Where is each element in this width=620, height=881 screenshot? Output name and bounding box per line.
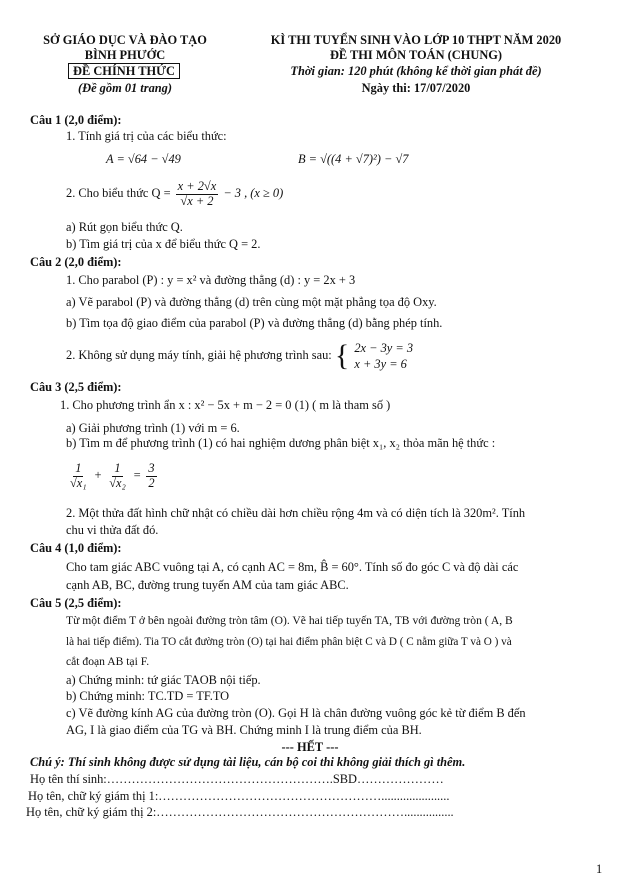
q5-part-c-line1: c) Vẽ đường kính AG của đường tròn (O). Gọi H là chân đường vuông góc kẻ từ điểm B đến xyxy=(66,706,526,720)
official-label: ĐỀ CHÍNH THỨC xyxy=(68,63,180,79)
fraction-2-denominator: √x₂ xyxy=(109,475,126,490)
exam-title: KÌ THI TUYỂN SINH VÀO LỚP 10 THPT NĂM 2020 xyxy=(270,33,562,47)
q4-title: Câu 4 (1,0 điểm): xyxy=(30,541,122,555)
supervisor-1-line: Họ tên, chữ ký giám thị 1:………………………………………………...................... xyxy=(28,789,450,803)
system-brace: { xyxy=(334,339,350,372)
province-name: BÌNH PHƯỚC xyxy=(84,48,166,62)
fraction-three-halves xyxy=(146,462,156,490)
q2-part1-b: b) Tìm tọa độ giao điểm của parabol (P) và đường thẳng (d) bằng phép tính. xyxy=(66,316,443,330)
q5-part-c-line2: AG, I là giao điểm của TG và BH. Chứng minh I là trung điểm của BH. xyxy=(66,723,422,737)
q1-fraction-denominator: √x + 2 xyxy=(180,193,214,208)
plus-sign: + xyxy=(93,467,103,482)
q1-fraction-numerator: x + 2√x xyxy=(177,179,217,193)
q5-part-a: a) Chứng minh: tứ giác TAOB nội tiếp. xyxy=(66,673,261,687)
fraction-2-numerator: 1 xyxy=(114,461,121,475)
q2-part1-a: a) Vẽ parabol (P) và đường thẳng (d) trên cùng một mặt phẳng tọa độ Oxy. xyxy=(66,295,437,309)
q1-part2-text: 2. Cho biểu thức Q = xyxy=(66,185,171,200)
q5-line1: Từ một điểm T ở bên ngoài đường tròn tâm (O). Vẽ hai tiếp tuyến TA, TB với đường tròn ( A, B xyxy=(66,614,513,627)
end-marker: --- HẾT --- xyxy=(281,740,339,754)
q1-part2-b: b) Tìm giá trị của x để biểu thức Q = 2. xyxy=(66,237,261,251)
q2-title: Câu 2 (2,0 điểm): xyxy=(30,255,122,269)
q1-part1: 1. Tính giá trị của các biểu thức: xyxy=(66,129,227,143)
q5-part-b: b) Chứng minh: TC.TD = TF.TO xyxy=(66,689,230,703)
q3-relation xyxy=(66,462,159,490)
fraction-1-numerator: 1 xyxy=(75,461,82,475)
q5-line2: là hai tiếp điểm). Tia TO cắt đường tròn (O) tại hai điểm phân biệt C và D ( C nằm giữa T và O ) và xyxy=(66,636,512,648)
q1-expression-a: A = √64 − √49 xyxy=(106,152,181,166)
q1-title: Câu 1 (2,0 điểm): xyxy=(30,113,122,127)
equation-1: 2x − 3y = 3 xyxy=(354,341,414,355)
fraction-1-over-root-x2 xyxy=(107,462,128,490)
equation-system xyxy=(354,340,413,372)
supervisor-2-line: Họ tên, chữ ký giám thị 2:……………………………………………………................ xyxy=(26,805,454,819)
candidate-note: Chú ý: Thí sinh không được sử dụng tài liệu, cán bộ coi thi không giải thích gì thêm. xyxy=(30,755,466,769)
q2-part2-text: 2. Không sử dụng máy tính, giải hệ phương trình sau: xyxy=(66,347,332,362)
q1-part2-a: a) Rút gọn biểu thức Q. xyxy=(66,220,183,234)
exam-subject: ĐỀ THI MÔN TOÁN (CHUNG) xyxy=(329,48,503,62)
q3-part2-line2: chu vi thửa đất đó. xyxy=(66,523,159,537)
q3-part1: 1. Cho phương trình ẩn x : x² − 5x + m − 2 = 0 (1) ( m là tham số ) xyxy=(60,398,391,412)
q4-line1: Cho tam giác ABC vuông tại A, có cạnh AC = 8m, B̂ = 60°. Tính số đo góc C và độ dài các xyxy=(66,560,519,574)
rhs-numerator: 3 xyxy=(148,461,155,475)
department-name: SỞ GIÁO DỤC VÀ ĐÀO TẠO xyxy=(43,33,207,47)
q3-part1-a: a) Giải phương trình (1) với m = 6. xyxy=(66,421,240,435)
q2-part2 xyxy=(66,340,413,372)
q1-expression-b: B = √((4 + √7)²) − √7 xyxy=(298,152,409,166)
page-number: 1 xyxy=(596,862,603,876)
exam-time: Thời gian: 120 phút (không kể thời gian phát đề) xyxy=(290,64,542,78)
q2-part1: 1. Cho parabol (P) : y = x² và đường thẳng (d) : y = 2x + 3 xyxy=(66,273,356,287)
exam-date: Ngày thi: 17/07/2020 xyxy=(361,81,471,95)
q1-fraction xyxy=(176,180,219,208)
equals-sign: = xyxy=(132,467,142,482)
q3-title: Câu 3 (2,5 điểm): xyxy=(30,380,122,394)
q3-part2-line1: 2. Một thửa đất hình chữ nhật có chiều dài hơn chiều rộng 4m và có diện tích là 320m². Tính xyxy=(66,506,526,520)
rhs-denominator: 2 xyxy=(148,475,155,490)
q1-part2 xyxy=(66,180,283,208)
equation-2: x + 3y = 6 xyxy=(354,357,407,371)
fraction-1-over-root-x1 xyxy=(68,462,89,490)
candidate-name-line: Họ tên thí sinh:……………………………………………….SBD………………… xyxy=(30,772,444,786)
q1-part2-tail: − 3 , (x ≥ 0) xyxy=(223,185,284,200)
fraction-1-denominator: √x₁ xyxy=(70,475,87,490)
q5-title: Câu 5 (2,5 điểm): xyxy=(30,596,122,610)
pages-note: (Đề gồm 01 trang) xyxy=(78,81,172,95)
official-stamp xyxy=(54,64,194,80)
q4-line2: cạnh AB, BC, đường trung tuyến AM của tam giác ABC. xyxy=(66,578,349,592)
q3-part1-b: b) Tìm m để phương trình (1) có hai nghiệm dương phân biệt x₁, x₂ thỏa mãn hệ thức : xyxy=(66,436,496,450)
q5-line3: cắt đoạn AB tại F. xyxy=(66,655,150,668)
